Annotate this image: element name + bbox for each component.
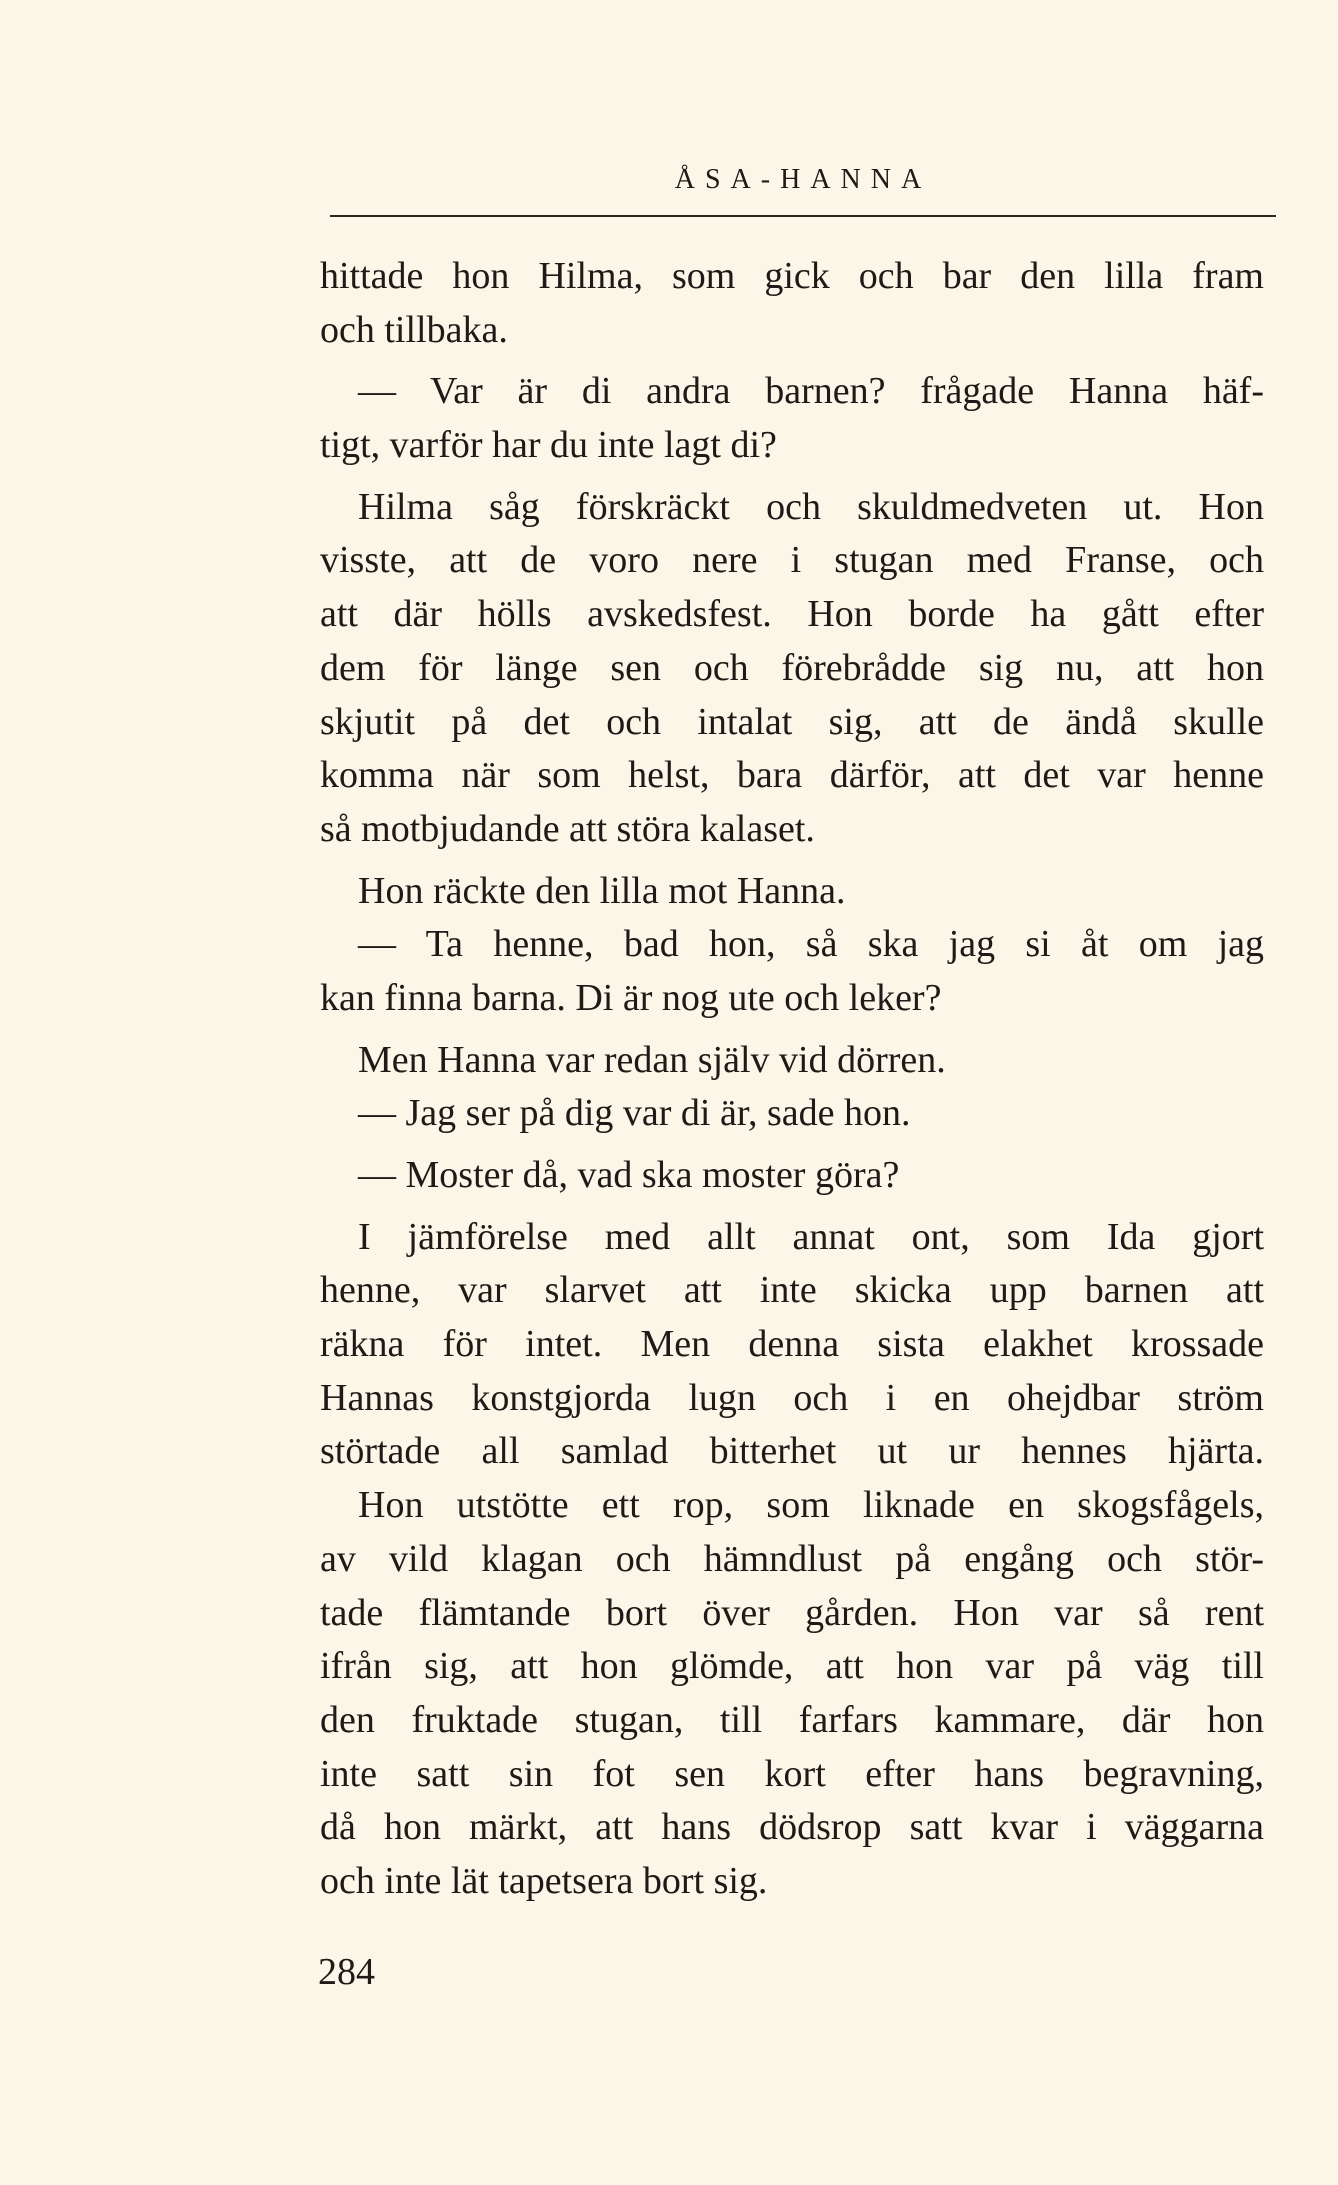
text-line: Hilma såg förskräckt och skuldmedveten ut. Hon xyxy=(358,485,1264,528)
text-line: — Ta henne, bad hon, så ska jag si åt om jag xyxy=(358,923,1264,966)
text-line: så motbjudande att störa kalaset. xyxy=(320,807,815,850)
text-line: — Moster då, vad ska moster göra? xyxy=(358,1154,900,1196)
text-line: Hannas konstgjorda lugn och i en ohejdbar ström xyxy=(320,1376,1264,1419)
body-text xyxy=(320,250,1264,1909)
text-line: inte satt sin fot sen kort efter hans begravning, xyxy=(320,1752,1264,1795)
text-line: av vild klagan och hämndlust på engång och stör- xyxy=(320,1537,1264,1580)
text-line: hittade hon Hilma, som gick och bar den lilla fram xyxy=(320,255,1264,297)
text-line: I jämförelse med allt annat ont, som Ida gjort xyxy=(358,1215,1264,1258)
text-line: Men Hanna var redan själv vid dörren. xyxy=(358,1038,946,1081)
page-number: 284 xyxy=(318,1951,375,1993)
text-line: Hon utstötte ett rop, som liknade en skogsfågels, xyxy=(358,1484,1264,1527)
header-rule xyxy=(330,215,1276,217)
text-line: dem för länge sen och förebrådde sig nu, att hon xyxy=(320,646,1264,689)
text-line: räkna för intet. Men denna sista elakhet krossade xyxy=(320,1323,1264,1366)
text-line: henne, var slarvet att inte skicka upp barnen att xyxy=(320,1269,1264,1312)
text-line: och tillbaka. xyxy=(320,308,508,351)
text-line: störtade all samlad bitterhet ut ur hennes hjärta. xyxy=(320,1430,1264,1473)
text-line: att där hölls avskedsfest. Hon borde ha gått efter xyxy=(320,593,1264,636)
text-line: då hon märkt, att hans dödsrop satt kvar i väggarna xyxy=(320,1806,1264,1849)
text-line: kan finna barna. Di är nog ute och leker? xyxy=(320,976,942,1019)
text-line: och inte lät tapetsera bort sig. xyxy=(320,1859,768,1902)
text-line: — Var är di andra barnen? frågade Hanna häf- xyxy=(358,370,1264,413)
text-line: komma när som helst, bara därför, att det var henne xyxy=(320,754,1264,797)
text-line: — Jag ser på dig var di är, sade hon. xyxy=(358,1092,911,1135)
text-line: tade flämtande bort över gården. Hon var så rent xyxy=(320,1591,1264,1634)
text-line: visste, att de voro nere i stugan med Franse, och xyxy=(320,539,1264,582)
text-line: tigt, varför har du inte lagt di? xyxy=(320,424,777,467)
running-head: ÅSA-HANNA xyxy=(674,164,932,195)
text-line: den fruktade stugan, till farfars kammare, där hon xyxy=(320,1698,1264,1741)
text-line: ifrån sig, att hon glömde, att hon var på väg till xyxy=(320,1645,1264,1688)
text-line: skjutit på det och intalat sig, att de ändå skulle xyxy=(320,700,1264,743)
text-line: Hon räckte den lilla mot Hanna. xyxy=(358,869,846,912)
